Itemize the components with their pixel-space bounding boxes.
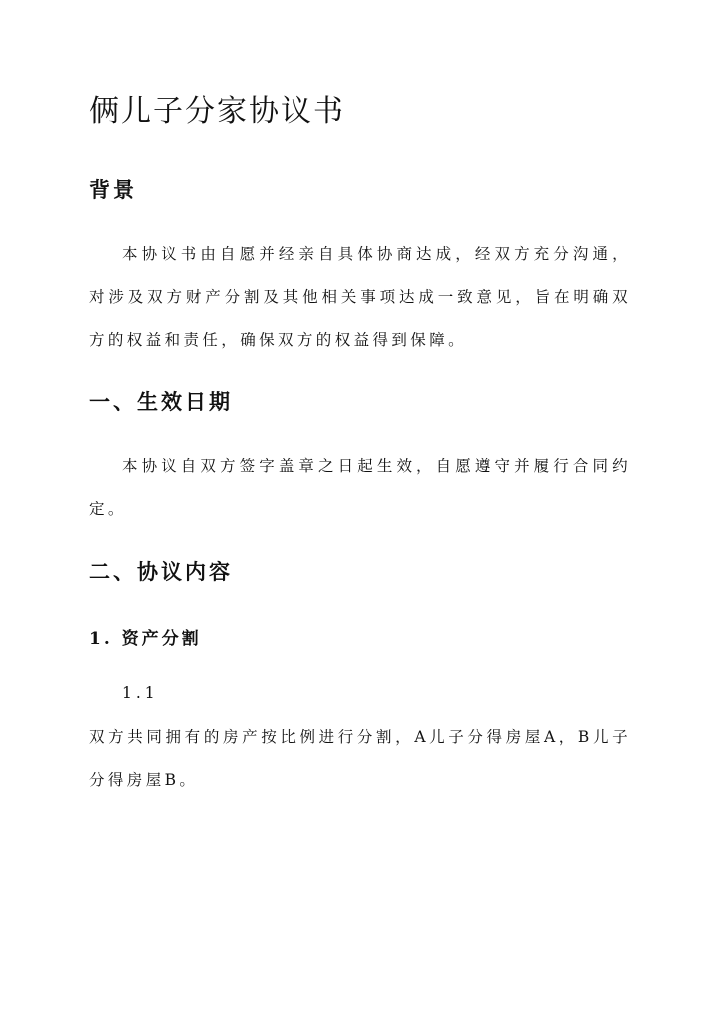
background-paragraph: 本协议书由自愿并经亲自具体协商达成，经双方充分沟通，对涉及双方财产分割及其他相关事项达成一致意见，旨在明确双方的权益和责任，确保双方的权益得到保障。 bbox=[89, 245, 631, 349]
effective-date-paragraph: 本协议自双方签字盖章之日起生效，自愿遵守并履行合同约定。 bbox=[89, 457, 631, 518]
asset-division-paragraph: 双方共同拥有的房产按比例进行分割，A儿子分得房屋A，B儿子分得房屋B。 bbox=[89, 728, 631, 789]
section-heading-background: 背景 bbox=[89, 177, 137, 202]
document-title: 俩儿子分家协议书 bbox=[89, 94, 345, 129]
section-heading-content: 二、协议内容 bbox=[89, 559, 233, 584]
item-number: 1.1 bbox=[122, 684, 159, 702]
subsection-heading-asset-division: 1. 资产分割 bbox=[89, 629, 202, 649]
section-heading-effective-date: 一、生效日期 bbox=[89, 389, 233, 414]
